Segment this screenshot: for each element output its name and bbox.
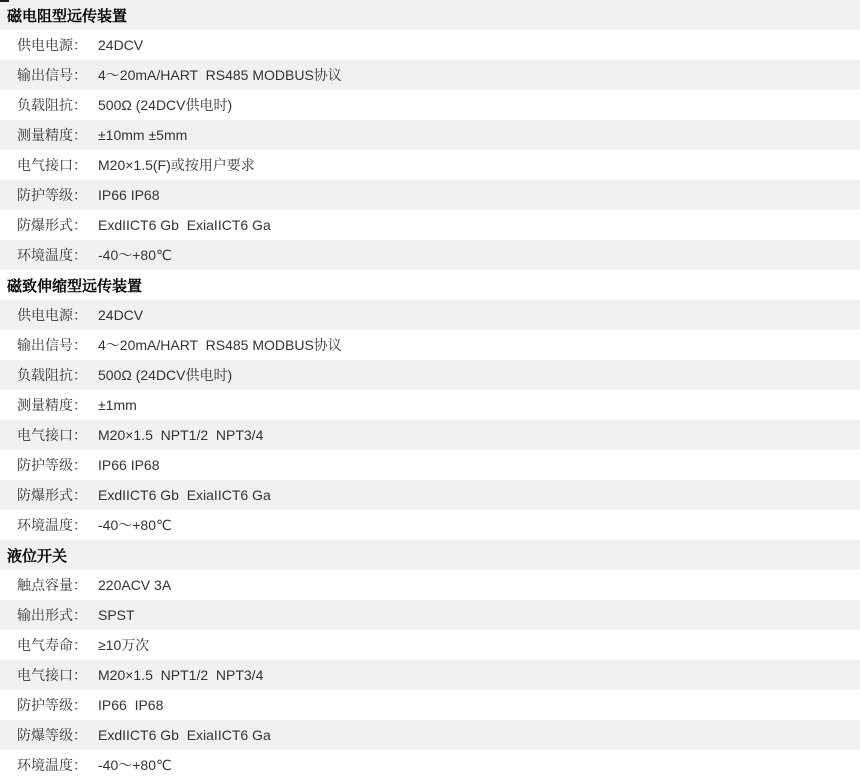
spec-row-label: 负载阻抗：	[17, 367, 87, 383]
section-title: 磁致伸缩型远传装置	[7, 277, 143, 295]
spec-row-label: 测量精度：	[17, 127, 87, 143]
spec-row-value: ±10mm ±5mm	[98, 127, 188, 143]
spec-row	[0, 630, 860, 660]
spec-row-value: 24DCV	[98, 307, 144, 323]
spec-row	[0, 180, 860, 210]
spec-row	[0, 570, 860, 600]
spec-row	[0, 600, 860, 630]
spec-row-label: 防护等级：	[17, 697, 87, 713]
spec-row	[0, 750, 860, 780]
spec-row	[0, 510, 860, 540]
spec-row-value: IP66 IP68	[98, 187, 160, 203]
spec-row	[0, 450, 860, 480]
spec-row-value: -40～+80℃	[98, 757, 172, 773]
spec-row-value: 4～20mA/HART RS485 MODBUS协议	[98, 337, 342, 353]
spec-row	[0, 240, 860, 270]
spec-row-label: 防爆形式：	[17, 217, 87, 233]
spec-row-label: 防爆形式：	[17, 487, 87, 503]
section-title: 磁电阻型远传装置	[7, 7, 128, 25]
spec-row-value: 4～20mA/HART RS485 MODBUS协议	[98, 67, 342, 83]
spec-row-label: 输出信号：	[17, 67, 87, 83]
spec-row-value: M20×1.5(F)或按用户要求	[98, 157, 255, 173]
section-header-row	[0, 540, 860, 570]
spec-row-value: 500Ω (24DCV供电时)	[98, 367, 233, 383]
spec-row-value: 500Ω (24DCV供电时)	[98, 97, 233, 113]
spec-row-value: ExdIICT6 Gb ExiaIICT6 Ga	[98, 727, 271, 743]
spec-row-value: 220ACV 3A	[98, 577, 172, 593]
spec-row-label: 防爆等级：	[17, 727, 87, 743]
spec-row-value: 24DCV	[98, 37, 144, 53]
spec-row	[0, 330, 860, 360]
spec-row-label: 供电电源：	[17, 307, 87, 323]
spec-row-label: 电气接口：	[17, 427, 87, 443]
spec-row-label: 供电电源：	[17, 37, 87, 53]
spec-row-value: ±1mm	[98, 397, 137, 413]
spec-row	[0, 480, 860, 510]
spec-row-value: IP66 IP68	[98, 457, 160, 473]
section-title: 液位开关	[7, 547, 68, 565]
spec-row	[0, 660, 860, 690]
spec-row-label: 输出形式：	[17, 607, 87, 623]
spec-row-label: 触点容量：	[17, 577, 87, 593]
spec-row	[0, 120, 860, 150]
spec-row-label: 负载阻抗：	[17, 97, 87, 113]
spec-row	[0, 300, 860, 330]
spec-row-label: 环境温度：	[17, 517, 87, 533]
spec-row	[0, 420, 860, 450]
spec-row	[0, 60, 860, 90]
spec-row-value: M20×1.5 NPT1/2 NPT3/4	[98, 427, 264, 443]
spec-row-value: -40～+80℃	[98, 517, 172, 533]
spec-row-label: 电气接口：	[17, 667, 87, 683]
spec-row-value: ExdIICT6 Gb ExiaIICT6 Ga	[98, 217, 271, 233]
spec-row	[0, 690, 860, 720]
spec-row	[0, 150, 860, 180]
spec-row-value: ≥10万次	[98, 637, 150, 653]
spec-row-label: 防护等级：	[17, 187, 87, 203]
spec-row-label: 环境温度：	[17, 247, 87, 263]
spec-row	[0, 390, 860, 420]
spec-row-label: 测量精度：	[17, 397, 87, 413]
spec-row-value: -40～+80℃	[98, 247, 172, 263]
spec-row	[0, 90, 860, 120]
spec-row-value: ExdIICT6 Gb ExiaIICT6 Ga	[98, 487, 271, 503]
section-header-row	[0, 270, 860, 300]
section-header-row	[0, 0, 860, 30]
spec-row	[0, 210, 860, 240]
spec-row-label: 电气接口：	[17, 157, 87, 173]
spec-row-value: SPST	[98, 607, 135, 623]
spec-row-label: 电气寿命：	[17, 637, 87, 653]
spec-row-label: 防护等级：	[17, 457, 87, 473]
spec-row-value: IP66 IP68	[98, 697, 164, 713]
spec-row-label: 输出信号：	[17, 337, 87, 353]
spec-row	[0, 720, 860, 750]
top-left-edge-mark	[0, 0, 9, 2]
spec-row-value: M20×1.5 NPT1/2 NPT3/4	[98, 667, 264, 683]
spec-row	[0, 30, 860, 60]
spec-row	[0, 360, 860, 390]
spec-row-label: 环境温度：	[17, 757, 87, 773]
